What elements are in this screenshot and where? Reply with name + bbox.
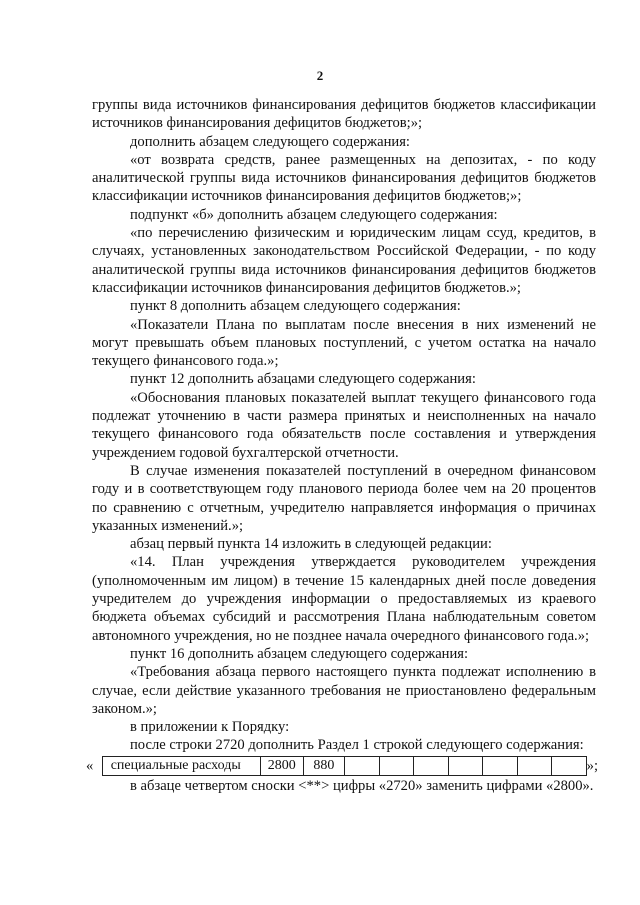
paragraph: «Требования абзаца первого настоящего пункта подлежат исполнению в случае, если действие указанного требования не приостановлено федеральным законом.»; <box>92 664 596 717</box>
paragraph: пункт 16 дополнить абзацем следующего содержания: <box>130 645 469 662</box>
table-cell-empty <box>448 756 483 775</box>
paragraph: «по перечислению физическим и юридическим лицам ссуд, кредитов, в случаях, установленных законодательством Российской Федерации, - по коду аналитической группы вида источников финансирования дефицитов бюджетов классификации источников финансирования дефицитов бюджетов.»; <box>92 225 596 296</box>
paragraph: «14. План учреждения утверждается руководителем учреждения (уполномоченным им лицом) в течение 15 календарных дней после доведения учредителем до учреждения информации о предоставляемых из краевого бюджета объемах субсидий и рассмотрения Плана наблюдательным советом автономного учреждения, но не позднее начала очередного финансового года.»; <box>92 554 596 644</box>
paragraphs-top <box>92 96 596 755</box>
page-number: 2 <box>316 68 324 83</box>
paragraph: «Обоснования плановых показателей выплат текущего финансового года подлежат уточнению в части размера принятых и неисполненных на начало текущего финансового года обязательств после составления и утверждения учреждением годовой бухгалтерской отчетности. <box>92 389 596 461</box>
table-cell-empty <box>379 756 414 775</box>
table-cell-empty <box>517 756 552 775</box>
open-quote: « <box>86 757 94 774</box>
table-row <box>102 756 586 775</box>
paragraph: подпункт «б» дополнить абзацем следующего содержания: <box>130 206 498 223</box>
table-cell-empty <box>414 756 449 775</box>
table-cell-code: 2800 <box>260 756 303 775</box>
paragraph: в абзаце четвертом сноски <**> цифры «2720» заменить цифрами «2800». <box>130 777 594 794</box>
paragraph: «Показатели Плана по выплатам после внесения в них изменений не могут превышать объем плановых поступлений, с учетом остатка на начало текущего финансового года.»; <box>92 316 596 370</box>
paragraph: «от возврата средств, ранее размещенных на депозитах, - по коду аналитической группы вида источников финансирования дефицитов бюджетов классификации источников финансирования дефицитов бюджетов;»; <box>92 151 596 205</box>
codes-table <box>102 756 587 776</box>
table-cell-empty <box>344 756 379 775</box>
table-cell-name: специальные расходы <box>102 756 260 775</box>
paragraphs-bottom <box>92 777 596 795</box>
close-mark: »; <box>586 757 598 774</box>
document-body <box>86 96 598 795</box>
paragraph: после строки 2720 дополнить Раздел 1 строкой следующего содержания: <box>130 737 584 754</box>
paragraph: пункт 12 дополнить абзацами следующего содержания: <box>130 371 476 388</box>
paragraph: пункт 8 дополнить абзацем следующего содержания: <box>130 298 461 315</box>
paragraph: группы вида источников финансирования дефицитов бюджетов классификации источников финансирования дефицитов бюджетов;»; <box>92 97 596 132</box>
paragraph: В случае изменения показателей поступлений в очередном финансовом году и в соответствующем году планового периода более чем на 20 процентов по сравнению с отчетным, учредителю направляется информация о причинах указанных изменений.»; <box>92 462 596 534</box>
table-cell-empty <box>483 756 518 775</box>
paragraph: в приложении к Порядку: <box>130 719 290 736</box>
paragraph: абзац первый пункта 14 изложить в следующей редакции: <box>130 536 492 553</box>
inserted-table-row <box>86 756 598 776</box>
paragraph: дополнить абзацем следующего содержания: <box>130 133 410 150</box>
table-cell-empty <box>552 756 587 775</box>
table-cell-kosgu: 880 <box>303 756 344 775</box>
